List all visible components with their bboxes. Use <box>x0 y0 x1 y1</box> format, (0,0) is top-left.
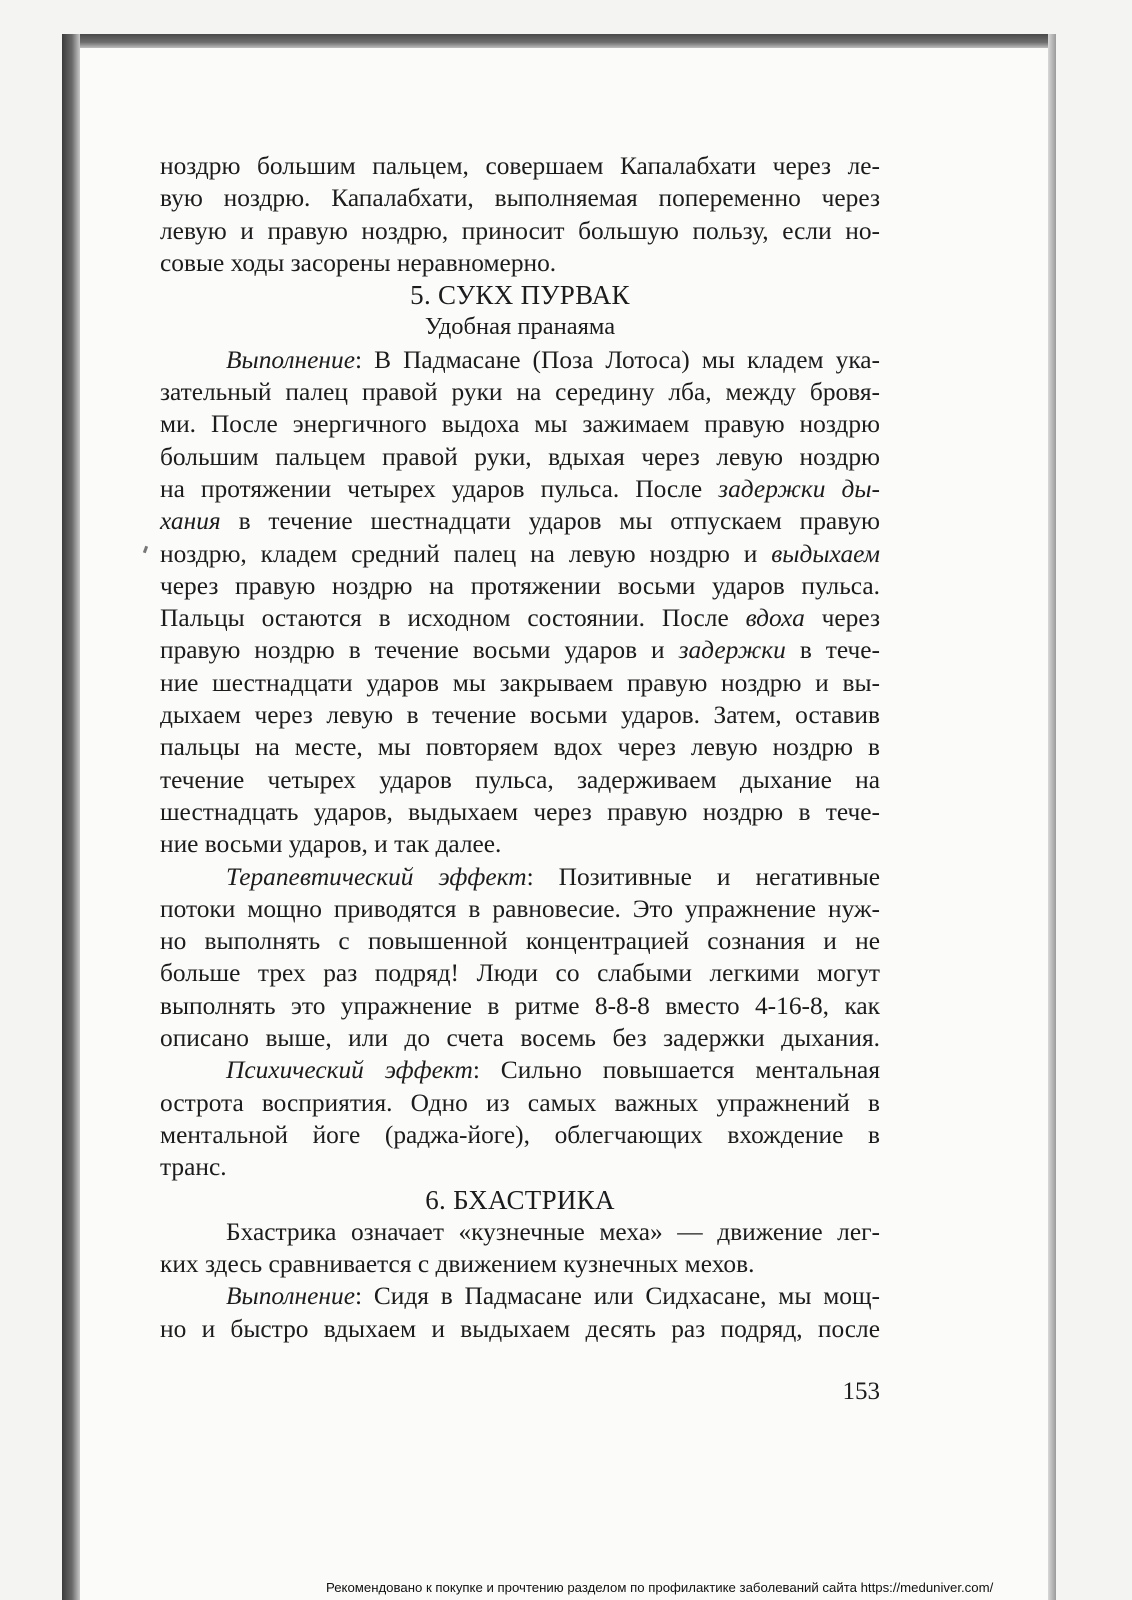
text-run: шестнадцать ударов, выдыхаем через правую ноздрю в тече- <box>160 797 880 826</box>
paragraph-first-line <box>160 1280 880 1312</box>
text-run: ноздрю, кладем средний палец на левую ноздрю и <box>160 539 772 568</box>
text-line <box>160 538 880 570</box>
text-line <box>160 764 880 796</box>
italic-term: Выполнение <box>226 345 355 374</box>
text-line <box>160 408 880 440</box>
italic-term: хания <box>160 507 221 536</box>
text-run: ми. После энергичного выдоха мы зажимаем правую ноздрю <box>160 410 880 439</box>
text-line <box>160 602 880 634</box>
text-run: большим пальцем правой руки, вдыхая через левую ноздрю <box>160 442 880 471</box>
text-line <box>160 925 880 957</box>
text-line <box>160 1119 880 1151</box>
text-run: в тече- <box>785 636 880 665</box>
text-run: : Сильно повышается ментальная <box>472 1056 880 1085</box>
paragraph-first-line <box>160 1054 880 1086</box>
paragraph-first-line <box>160 344 880 376</box>
text-run: ние шестнадцати ударов мы закрываем правую ноздрю и вы- <box>160 668 880 697</box>
text-line <box>160 699 880 731</box>
text-line <box>160 376 880 408</box>
text-line <box>160 731 880 763</box>
text-run: : Позитивные и негативные <box>526 862 880 891</box>
scan-shadow-left <box>62 34 80 1600</box>
text-run: течение четырех ударов пульса, задерживаем дыхание на <box>160 765 880 794</box>
text-run: через правую ноздрю на протяжении восьми ударов пульса. <box>160 571 880 600</box>
italic-term: задержки ды- <box>718 474 880 503</box>
text-run: на протяжении четырех ударов пульса. После <box>160 474 719 503</box>
text-run: правую ноздрю в течение восьми ударов и <box>160 636 679 665</box>
text-run: потоки мощно приводятся в равновесие. Это упражнение нуж- <box>160 894 880 923</box>
text-line <box>160 667 880 699</box>
text-run: 5. СУКХ ПУРВАК <box>410 280 630 311</box>
text-line <box>160 1022 880 1054</box>
italic-term: Терапевтический эффект <box>226 862 527 891</box>
italic-term: вдоха <box>745 604 805 633</box>
text-run: ментальной йоге (раджа-йоге), облегчающих вхождение в <box>160 1120 880 1149</box>
text-run: больше трех раз подряд! Люди со слабыми легкими могут <box>160 959 880 988</box>
section-heading <box>160 1184 880 1216</box>
text-run: ноздрю большим пальцем, совершаем Капалабхати через ле- <box>160 152 880 180</box>
text-run: зательный палец правой руки на середину лба, между бровя- <box>160 378 880 407</box>
text-line <box>160 828 880 860</box>
text-line <box>160 182 880 214</box>
text-line <box>160 957 880 989</box>
text-line <box>160 1087 880 1119</box>
page-number: 153 <box>842 1378 880 1405</box>
text-run: Пальцы остаются в исходном состоянии. После <box>160 604 746 633</box>
text-line <box>160 634 880 666</box>
text-run: дыхаем через левую в течение восьми ударов. Затем, оставив <box>160 701 880 730</box>
italic-term: выдыхаем <box>771 539 880 568</box>
footer-watermark: Рекомендовано к покупке и прочтению разделом по профилактике заболеваний сайта https://meduniver.com/ <box>326 1580 994 1595</box>
text-run: Бхастрика означает «кузнечные меха» — движение лег- <box>226 1217 880 1246</box>
text-run: ние восьми ударов, и так далее. <box>160 830 502 859</box>
text-run: но и быстро вдыхаем и выдыхаем десять раз подряд, после <box>160 1314 880 1343</box>
text-run: острота восприятия. Одно из самых важных упражнений в <box>160 1088 880 1117</box>
text-line <box>160 990 880 1022</box>
text-line <box>160 1313 880 1345</box>
text-run: выполнять это упражнение в ритме 8-8-8 вместо 4-16-8, как <box>160 991 880 1020</box>
text-run: 6. БХАСТРИКА <box>425 1184 615 1215</box>
paragraph-first-line <box>160 1216 880 1248</box>
text-line <box>160 505 880 537</box>
text-line <box>160 215 880 247</box>
text-run: но выполнять с повышенной концентрацией сознания и не <box>160 927 880 956</box>
text-line <box>160 796 880 828</box>
text-run: : В Падмасане (Поза Лотоса) мы кладем ука- <box>354 345 880 374</box>
text-line <box>160 247 880 279</box>
text-line <box>160 150 880 182</box>
italic-term: Выполнение <box>226 1282 355 1311</box>
text-run: описано выше, или до счета восемь без задержки дыхания. <box>160 1024 880 1053</box>
section-subheading <box>160 311 880 343</box>
text-run: через <box>804 604 880 633</box>
italic-term: задержки <box>678 636 786 665</box>
paragraph-first-line <box>160 861 880 893</box>
text-run: в течение шестнадцати ударов мы отпускаем правую <box>220 507 880 536</box>
text-run: ких здесь сравнивается с движением кузнечных мехов. <box>160 1250 755 1279</box>
text-run: совые ходы засорены неравномерно. <box>160 248 557 277</box>
page-body-text <box>160 150 880 1345</box>
scan-shadow-top <box>62 34 1056 48</box>
text-line <box>160 1248 880 1280</box>
italic-term: Психический эффект <box>226 1056 473 1085</box>
text-line <box>160 893 880 925</box>
section-heading <box>160 279 880 311</box>
text-run: Удобная пранаяма <box>424 313 616 341</box>
text-line <box>160 1151 880 1183</box>
text-line <box>160 441 880 473</box>
text-line <box>160 570 880 602</box>
text-line <box>160 473 880 505</box>
text-run: левую и правую ноздрю, приносит большую пользу, если но- <box>160 216 880 245</box>
text-run: транс. <box>160 1153 227 1182</box>
text-run: : Сидя в Падмасане или Сидхасане, мы мощ- <box>354 1282 880 1311</box>
text-run: пальцы на месте, мы повторяем вдох через левую ноздрю в <box>160 733 880 762</box>
scan-shadow-right <box>1048 34 1056 1600</box>
text-run: вую ноздрю. Капалабхати, выполняемая попеременно через <box>160 184 880 213</box>
